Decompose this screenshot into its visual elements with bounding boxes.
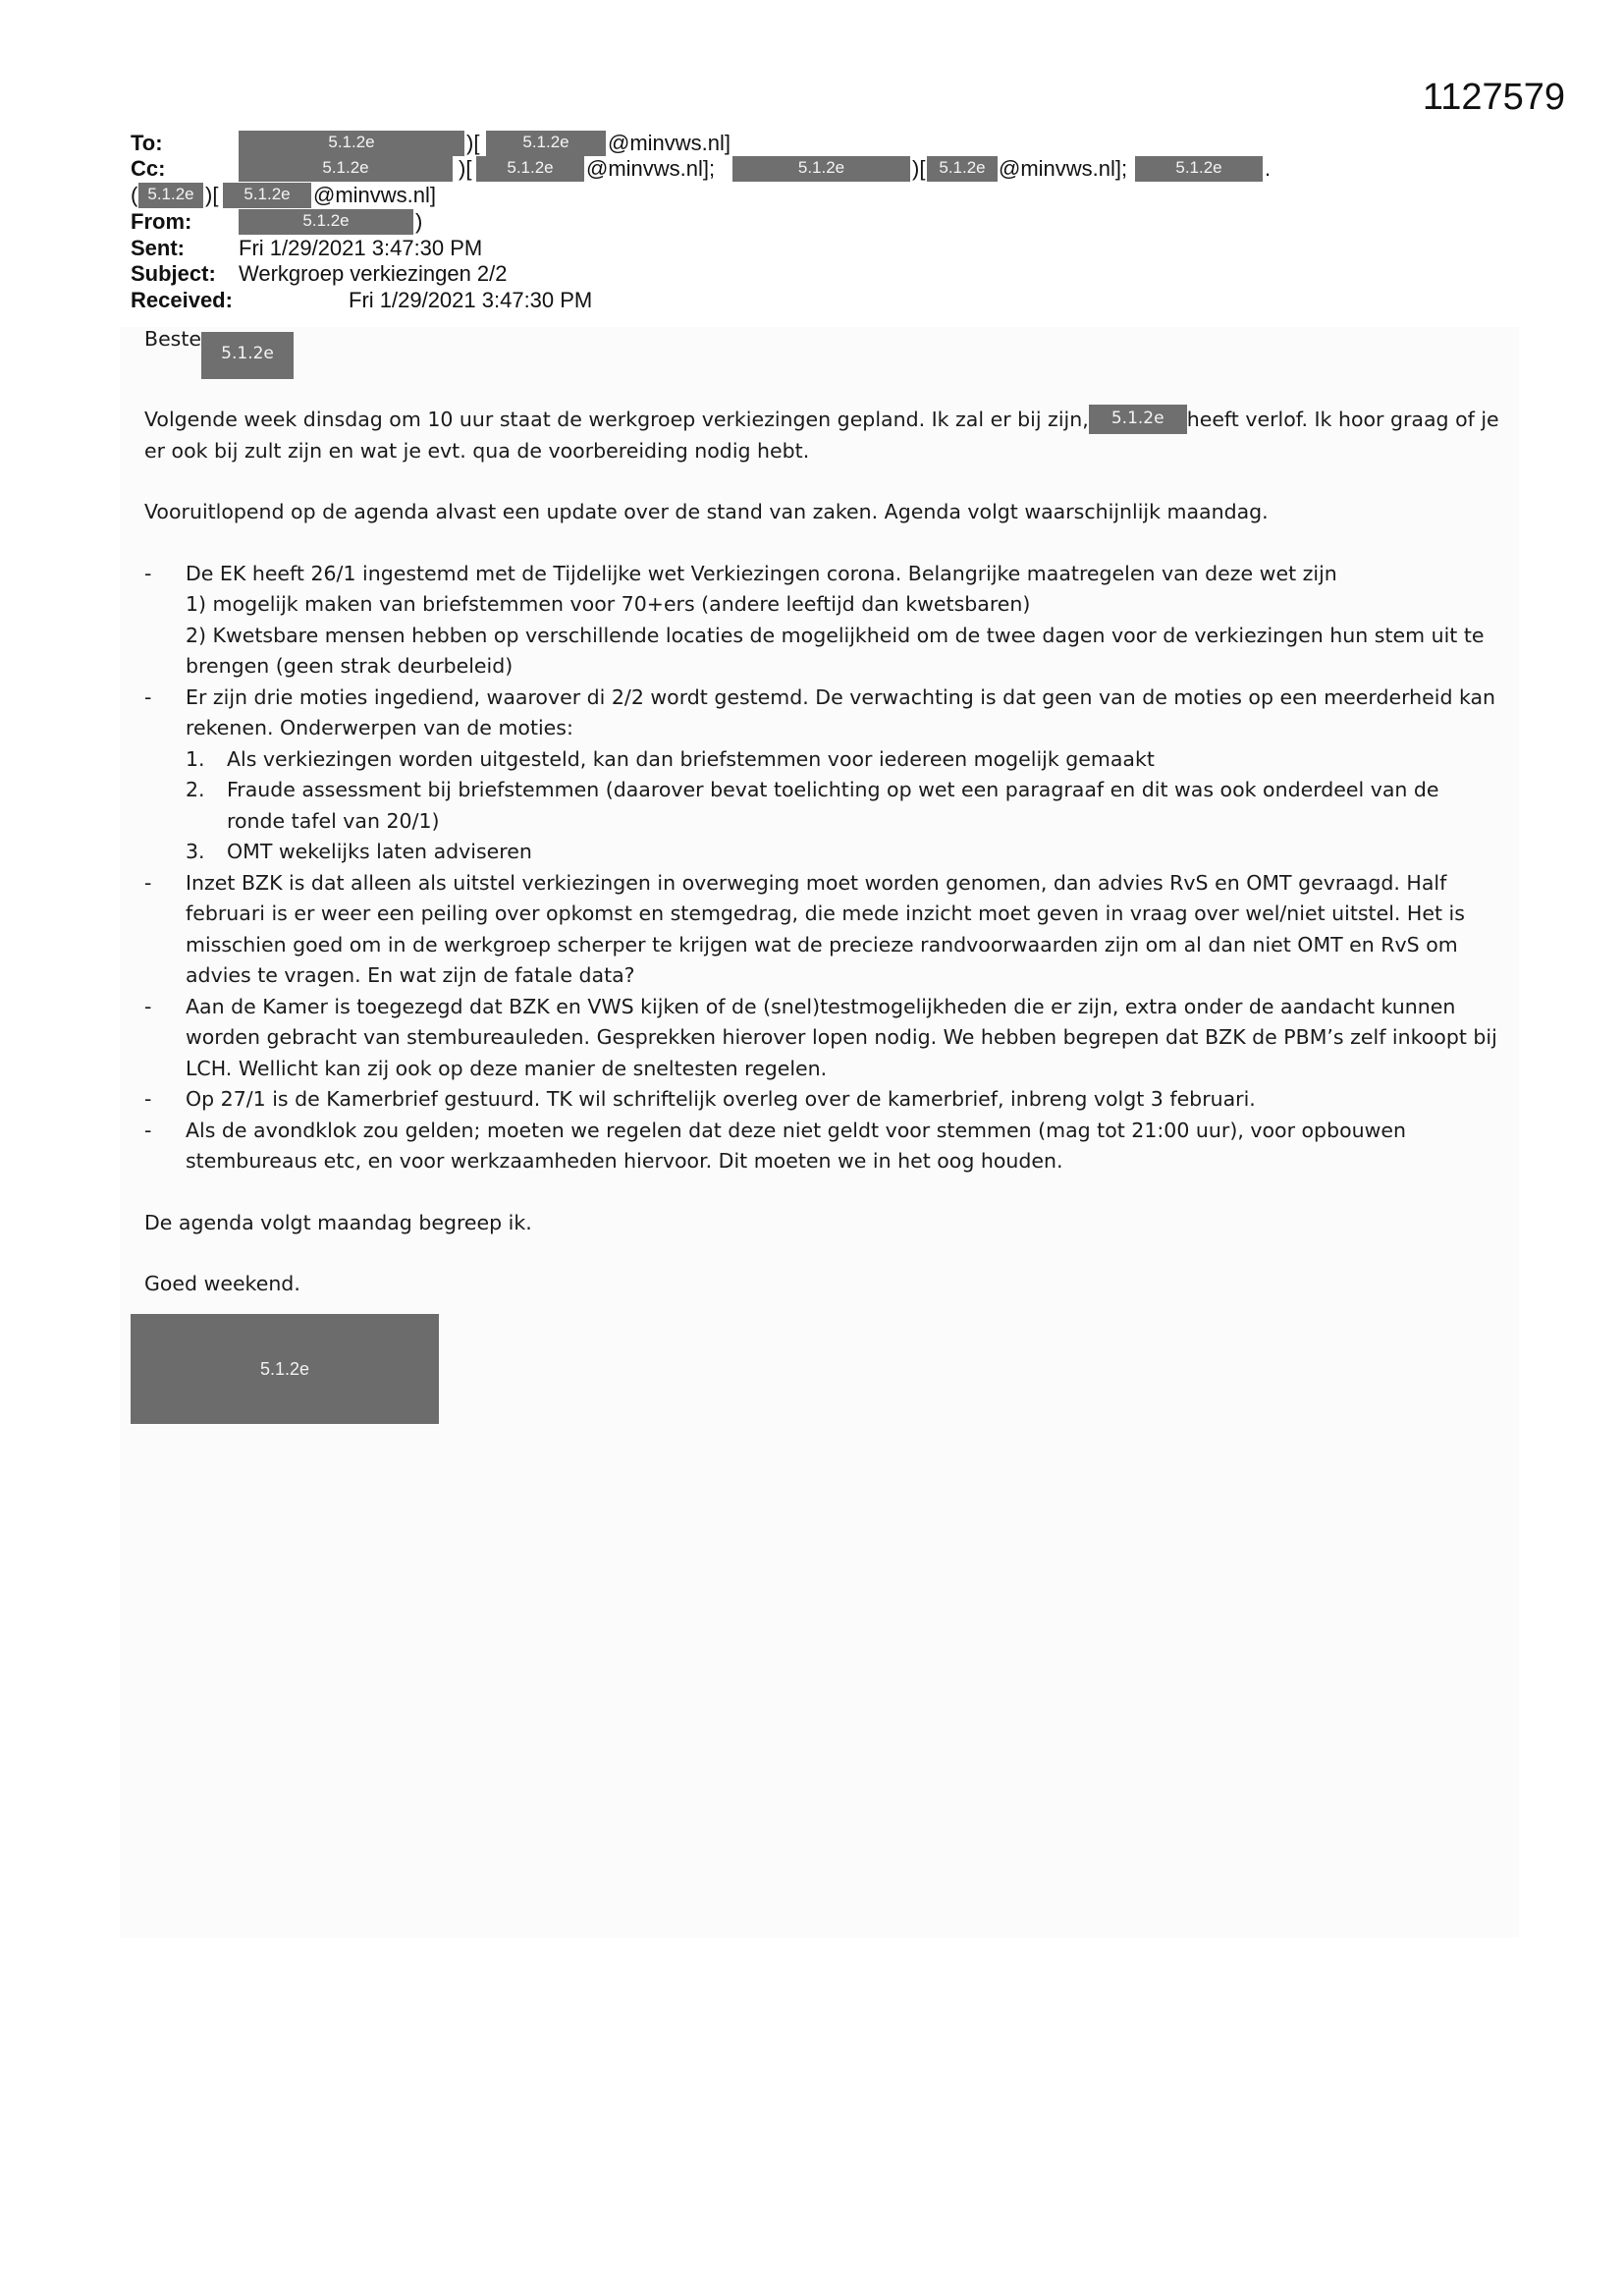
sent-value: Fri 1/29/2021 3:47:30 PM xyxy=(239,236,483,260)
list-item-text: Aan de Kamer is toegezegd dat BZK en VWS kijken of de (snel)testmogelijkheden die er zijn, extra onder de aandacht kunnen worden gebracht van stembureauleden. Gesprekken hierover lopen nodig. We hebben begrepen dat BZK de PBM’s zelf inkoopt bij LCH. Wellicht kan zij ook op deze manier de sneltesten regelen. xyxy=(186,994,1497,1080)
subject-label: Subject: xyxy=(131,261,216,286)
redaction-box: 5.1.2e xyxy=(732,156,910,182)
motion-number: 2. xyxy=(186,778,205,801)
list-item xyxy=(144,1084,1499,1116)
closing-line: De agenda volgt maandag begreep ik. xyxy=(144,1210,532,1234)
cc-domain: @minvws.nl]; xyxy=(586,156,716,181)
redaction-box: 5.1.2e xyxy=(239,156,453,182)
received-value: Fri 1/29/2021 3:47:30 PM xyxy=(349,288,593,312)
cc-domain: @minvws.nl] xyxy=(313,183,437,207)
greeting-line xyxy=(144,324,1499,375)
list-item xyxy=(144,1116,1499,1177)
cc-separator: . xyxy=(1265,156,1272,181)
from-label: From: xyxy=(131,209,192,234)
redaction-box: 5.1.2e xyxy=(1135,156,1263,182)
motion-number: 1. xyxy=(186,746,205,771)
redaction-box: 5.1.2e xyxy=(1089,405,1187,434)
list-item-text: Er zijn drie moties ingediend, waarover di 2/2 wordt gestemd. De verwachting is dat geen van de moties op een meerderheid kan rekenen. Onderwerpen van de moties: xyxy=(186,684,1496,739)
redaction-box: 5.1.2e xyxy=(201,332,294,379)
redaction-box: 5.1.2e xyxy=(927,156,998,182)
update-list xyxy=(144,559,1499,1177)
intro-text-start: Volgende week dinsdag om 10 uur staat de werkgroep verkiezingen gepland. Ik zal er bij zijn, xyxy=(144,408,1089,431)
redaction-box: 5.1.2e xyxy=(476,156,584,182)
document-number: 1127579 xyxy=(1422,77,1565,118)
list-item-text: De EK heeft 26/1 ingestemd met de Tijdelijke wet Verkiezingen corona. Belangrijke maatregelen van deze wet zijn xyxy=(186,561,1337,585)
sent-label: Sent: xyxy=(131,236,185,260)
bracket-separator: )[ xyxy=(459,156,472,181)
redaction-box: 5.1.2e xyxy=(486,131,606,156)
bullet-dash: - xyxy=(144,1118,152,1142)
message-body xyxy=(144,324,1499,1331)
to-domain: @minvws.nl] xyxy=(608,131,731,155)
cc-domain: @minvws.nl]; xyxy=(999,156,1128,181)
list-item xyxy=(144,868,1499,992)
motion-number: 3. xyxy=(186,840,205,863)
motion-item xyxy=(144,837,1499,868)
redaction-box: 5.1.2e xyxy=(138,183,203,208)
bullet-dash: - xyxy=(144,1087,152,1111)
motion-item xyxy=(144,775,1499,837)
list-item xyxy=(144,559,1499,590)
list-item-continuation: 2) Kwetsbare mensen hebben op verschillende locaties de mogelijkheid om de twee dagen voor de verkiezingen hun stem uit te brengen (geen strak deurbeleid) xyxy=(186,623,1485,678)
intro-paragraph xyxy=(144,405,1499,466)
list-item-continuation: 1) mogelijk maken van briefstemmen voor 70+ers (andere leeftijd dan kwetsbaren) xyxy=(186,592,1031,616)
subject-value: Werkgroep verkiezingen 2/2 xyxy=(239,261,508,286)
update-paragraph: Vooruitlopend op de agenda alvast een update over de stand van zaken. Agenda volgt waarschijnlijk maandag. xyxy=(144,500,1269,523)
list-item xyxy=(144,992,1499,1085)
bracket-separator: )[ xyxy=(912,156,926,181)
motion-text: OMT wekelijks laten adviseren xyxy=(227,840,532,863)
list-item-text: Op 27/1 is de Kamerbrief gestuurd. TK wil schriftelijk overleg over de kamerbrief, inbreng volgt 3 februari. xyxy=(186,1087,1256,1111)
received-label: Received: xyxy=(131,288,233,312)
motion-text: Als verkiezingen worden uitgesteld, kan dan briefstemmen voor iedereen mogelijk gemaakt xyxy=(227,746,1155,771)
bracket-separator: )[ xyxy=(466,131,480,155)
motion-item xyxy=(144,744,1499,776)
list-item-text: Als de avondklok zou gelden; moeten we regelen dat deze niet geldt voor stemmen (mag tot 21:00 uur), voor opbouwen stembureaus etc, en voor werkzaamheden hiervoor. Dit moeten we in het oog houden. xyxy=(186,1118,1406,1173)
bracket-separator: )[ xyxy=(205,183,219,207)
sign-off: Goed weekend. xyxy=(144,1272,300,1295)
redaction-box: 5.1.2e xyxy=(223,183,311,208)
redaction-box: 5.1.2e xyxy=(239,209,413,235)
signature-redaction-box: 5.1.2e xyxy=(131,1314,439,1424)
bullet-dash: - xyxy=(144,994,152,1018)
bullet-dash: - xyxy=(144,561,152,585)
bullet-dash: - xyxy=(144,870,152,895)
bracket-separator: ( xyxy=(131,183,138,207)
bullet-dash: - xyxy=(144,684,152,709)
list-item xyxy=(144,683,1499,744)
redaction-box: 5.1.2e xyxy=(239,131,464,156)
cc-label: Cc: xyxy=(131,156,166,181)
greeting: Beste xyxy=(144,327,202,351)
to-label: To: xyxy=(131,131,163,155)
list-item-text: Inzet BZK is dat alleen als uitstel verkiezingen in overweging moet worden genomen, dan advies RvS en OMT gevraagd. Half februari is er weer een peiling over opkomst en stemgedrag, die mede inzicht moet geven in vraag over wel/niet uitstel. Het is misschien goed om in de werkgroep scherper te krijgen wat de precieze randvoorwaarden zijn om al dan niet OMT en RvS om advies te vragen. En wat zijn de fatale data? xyxy=(186,870,1465,987)
motion-text: Fraude assessment bij briefstemmen (daarover bevat toelichting op wet een paragraaf en dit was ook onderdeel van de ronde tafel van 20/1) xyxy=(227,778,1439,833)
bracket-separator: ) xyxy=(415,209,423,234)
intro-text-end: heeft verlof. Ik hoor graag of je er ook bij zult zijn en wat je evt. qua de voorbereiding nodig hebt. xyxy=(144,408,1499,463)
